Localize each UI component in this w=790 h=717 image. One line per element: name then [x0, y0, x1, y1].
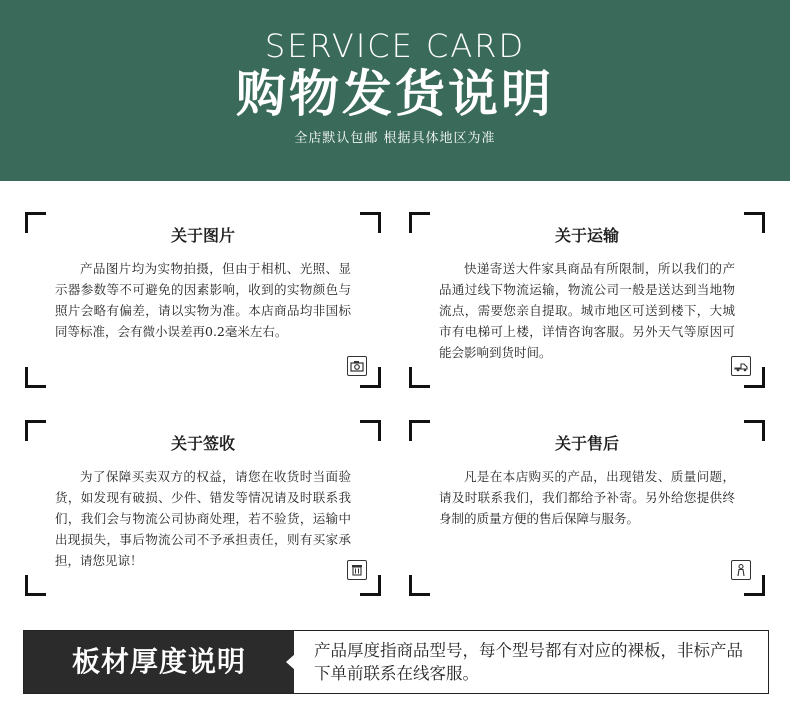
board-thickness-label: 板材厚度说明	[24, 631, 294, 693]
header-subtitle: 全店默认包邮 根据具体地区为准	[294, 131, 496, 146]
card-body: 凡是在本店购买的产品，出现错发、质量问题，请及时联系我们，我们都给予补寄。另外给您提供终身制的质量方便的售后保障与服务。	[439, 469, 735, 526]
card-body: 快递寄送大件家具商品有所限制，所以我们的产品通过线下物流运输，物流公司一般是送达到当地物流点，需要您亲自提取。城市地区可送到楼下，大城市有电梯可上楼，详情咨询客服。另外天气等原因可能会影响到货时间。	[439, 261, 735, 360]
truck-icon	[731, 356, 751, 376]
header-banner	[0, 0, 790, 181]
card-about-receipt	[25, 420, 381, 596]
header-title-en: SERVICE CARD	[264, 27, 526, 65]
card-title: 关于运输	[554, 226, 619, 245]
card-body: 产品图片均为实物拍摄，但由于相机、光照、显示器参数等不可避免的因素影响，收到的实物颜色与照片会略有偏差，请以实物为准。本店商品均非国标同等标准，会有微小误差再0.2毫米左右。	[55, 261, 351, 339]
card-about-aftersales	[409, 420, 765, 596]
board-thickness-box	[23, 630, 769, 694]
card-about-shipping	[409, 212, 765, 388]
card-title: 关于售后	[554, 434, 619, 453]
header-title-cn: 购物发货说明	[236, 65, 554, 123]
corner-mark	[25, 575, 46, 596]
trash-icon	[347, 560, 367, 580]
corner-mark	[409, 575, 430, 596]
pointer-arrow	[286, 654, 295, 670]
camera-icon	[347, 356, 367, 376]
person-icon	[731, 560, 751, 580]
card-about-images	[25, 212, 381, 388]
card-body: 为了保障买卖双方的权益，请您在收货时当面验货，如发现有破损、少件、错发等情况请及时联系我们，我们会与物流公司协商处理，若不验货，运输中出现损失，事后物流公司不予承担责任，则有买家承担，请您见谅！	[55, 469, 351, 568]
card-title: 关于图片	[170, 226, 235, 245]
corner-mark	[409, 367, 430, 388]
card-title: 关于签收	[170, 434, 235, 453]
corner-mark	[25, 367, 46, 388]
board-thickness-text: 产品厚度指商品型号，每个型号都有对应的裸板，非标产品下单前联系在线客服。	[314, 641, 743, 683]
